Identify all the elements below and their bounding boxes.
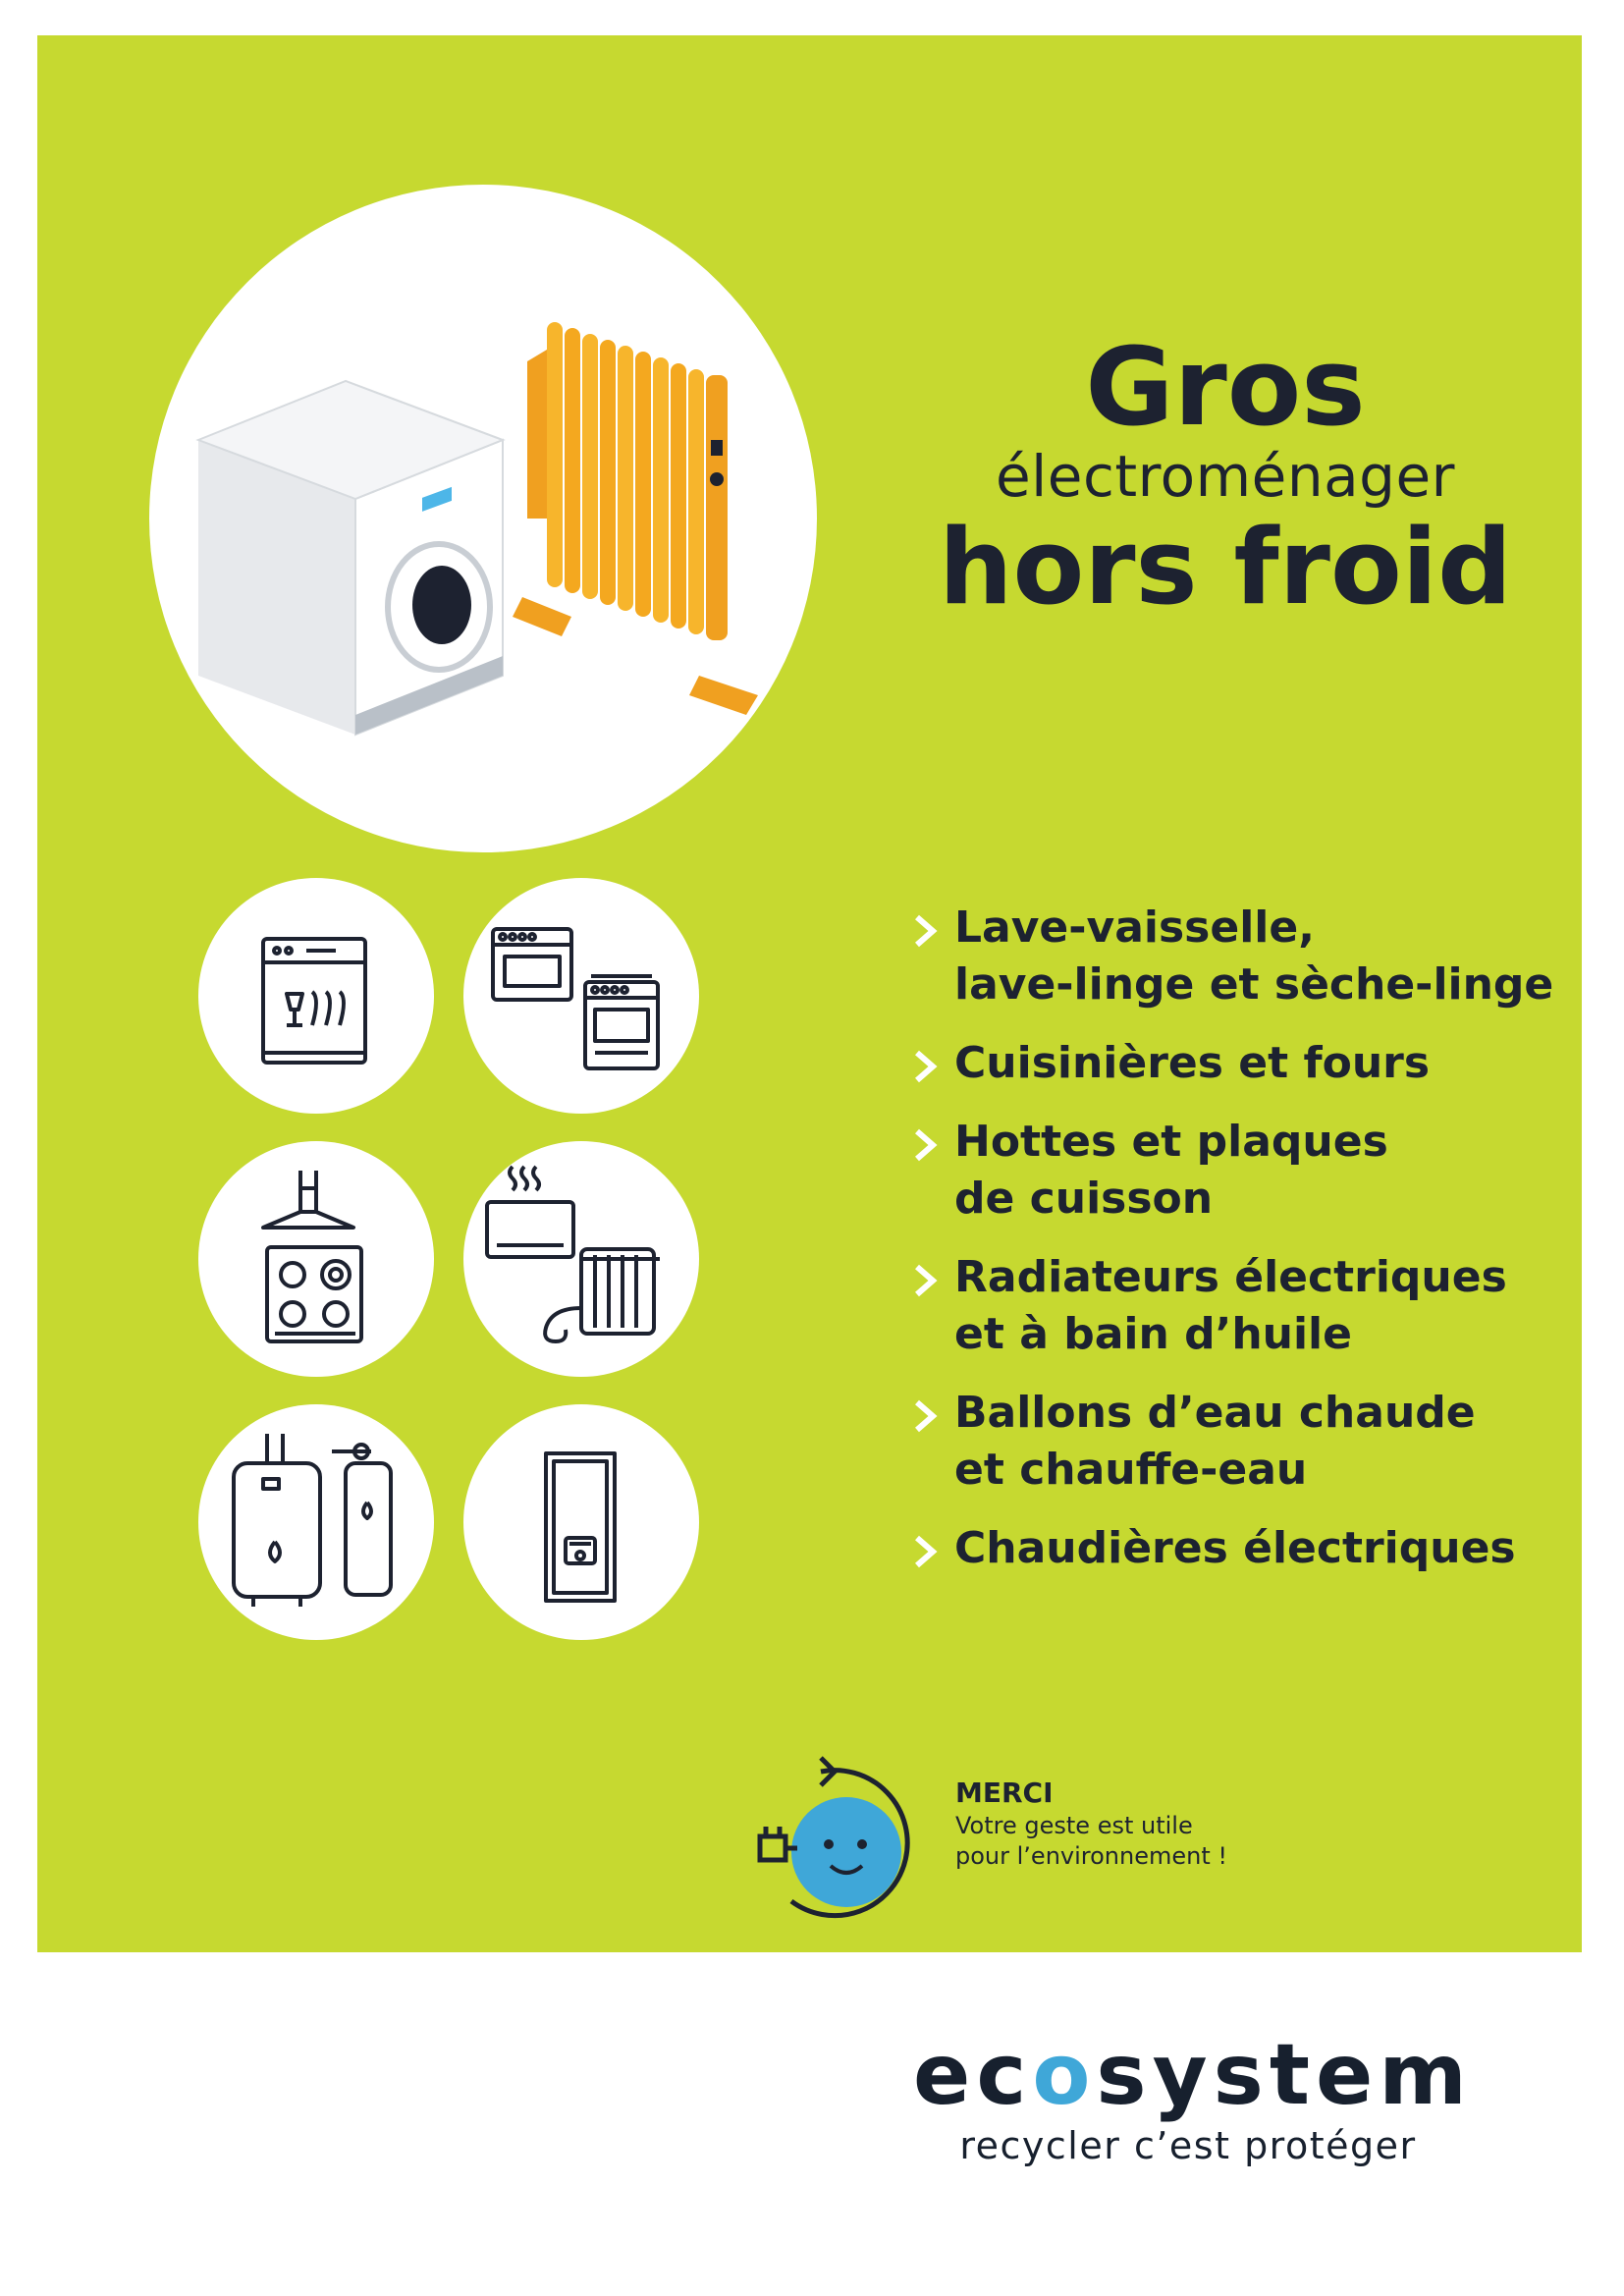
merci-title: MERCI xyxy=(955,1777,1054,1809)
chevron-right-icon xyxy=(909,1116,943,1173)
page-title xyxy=(882,324,1569,628)
appliance-list xyxy=(909,900,1624,1599)
chevron-right-icon xyxy=(909,1251,943,1308)
hood-and-hob-icon-circle xyxy=(198,1141,434,1377)
radiator-icon xyxy=(463,1141,699,1377)
list-item xyxy=(909,1249,1624,1363)
list-item-line: Hottes et plaques xyxy=(954,1117,1388,1167)
list-item xyxy=(909,1385,1624,1499)
list-item xyxy=(909,1035,1624,1092)
dishwasher-icon xyxy=(198,878,434,1114)
title-line-3: hors froid xyxy=(939,507,1512,628)
dishwasher-icon-circle xyxy=(198,878,434,1114)
boiler-icon-circle xyxy=(463,1404,699,1640)
list-item-line: et à bain d’huile xyxy=(954,1309,1352,1359)
merci-line-1: Votre geste est utile xyxy=(955,1812,1193,1839)
chevron-right-icon xyxy=(909,1387,943,1444)
chevron-right-icon xyxy=(909,1522,943,1579)
title-line-2: électroménager xyxy=(996,443,1455,510)
chevron-right-icon xyxy=(909,1037,943,1094)
hood-and-hob-icon xyxy=(198,1141,434,1377)
title-line-1: Gros xyxy=(1085,324,1366,450)
list-item xyxy=(909,1114,1624,1228)
washing-machine-and-radiator-icon xyxy=(149,185,817,852)
hero-illustration xyxy=(149,185,817,852)
list-item xyxy=(909,900,1624,1013)
brand-logo xyxy=(913,2026,1473,2169)
brand-tagline: recycler c’est protéger xyxy=(959,2124,1417,2167)
poster-background xyxy=(37,35,1582,1952)
list-item-line: lave-linge et sèche-linge xyxy=(954,959,1554,1010)
water-heater-icon xyxy=(198,1404,434,1640)
list-item-line: Cuisinières et fours xyxy=(954,1038,1431,1088)
boiler-icon xyxy=(463,1404,699,1640)
list-item-line: Chaudières électriques xyxy=(954,1523,1516,1573)
list-item xyxy=(909,1520,1624,1577)
list-item-line: Lave-vaisselle, xyxy=(954,902,1315,953)
list-item-line: Ballons d’eau chaude xyxy=(954,1388,1476,1438)
list-item-line: Radiateurs électriques xyxy=(954,1252,1507,1302)
merci-message xyxy=(955,1776,1227,1872)
list-item-line: et chauffe-eau xyxy=(954,1445,1308,1495)
brand-name: ecosystem xyxy=(913,2026,1473,2124)
water-heater-icon-circle xyxy=(198,1404,434,1640)
merci-line-2: pour l’environnement ! xyxy=(955,1842,1227,1870)
radiator-icon-circle xyxy=(463,1141,699,1377)
oven-icon-circle xyxy=(463,878,699,1114)
oven-icon xyxy=(463,878,699,1114)
list-item-line: de cuisson xyxy=(954,1174,1214,1224)
smiley-plug-icon xyxy=(752,1754,929,1931)
chevron-right-icon xyxy=(909,902,943,958)
